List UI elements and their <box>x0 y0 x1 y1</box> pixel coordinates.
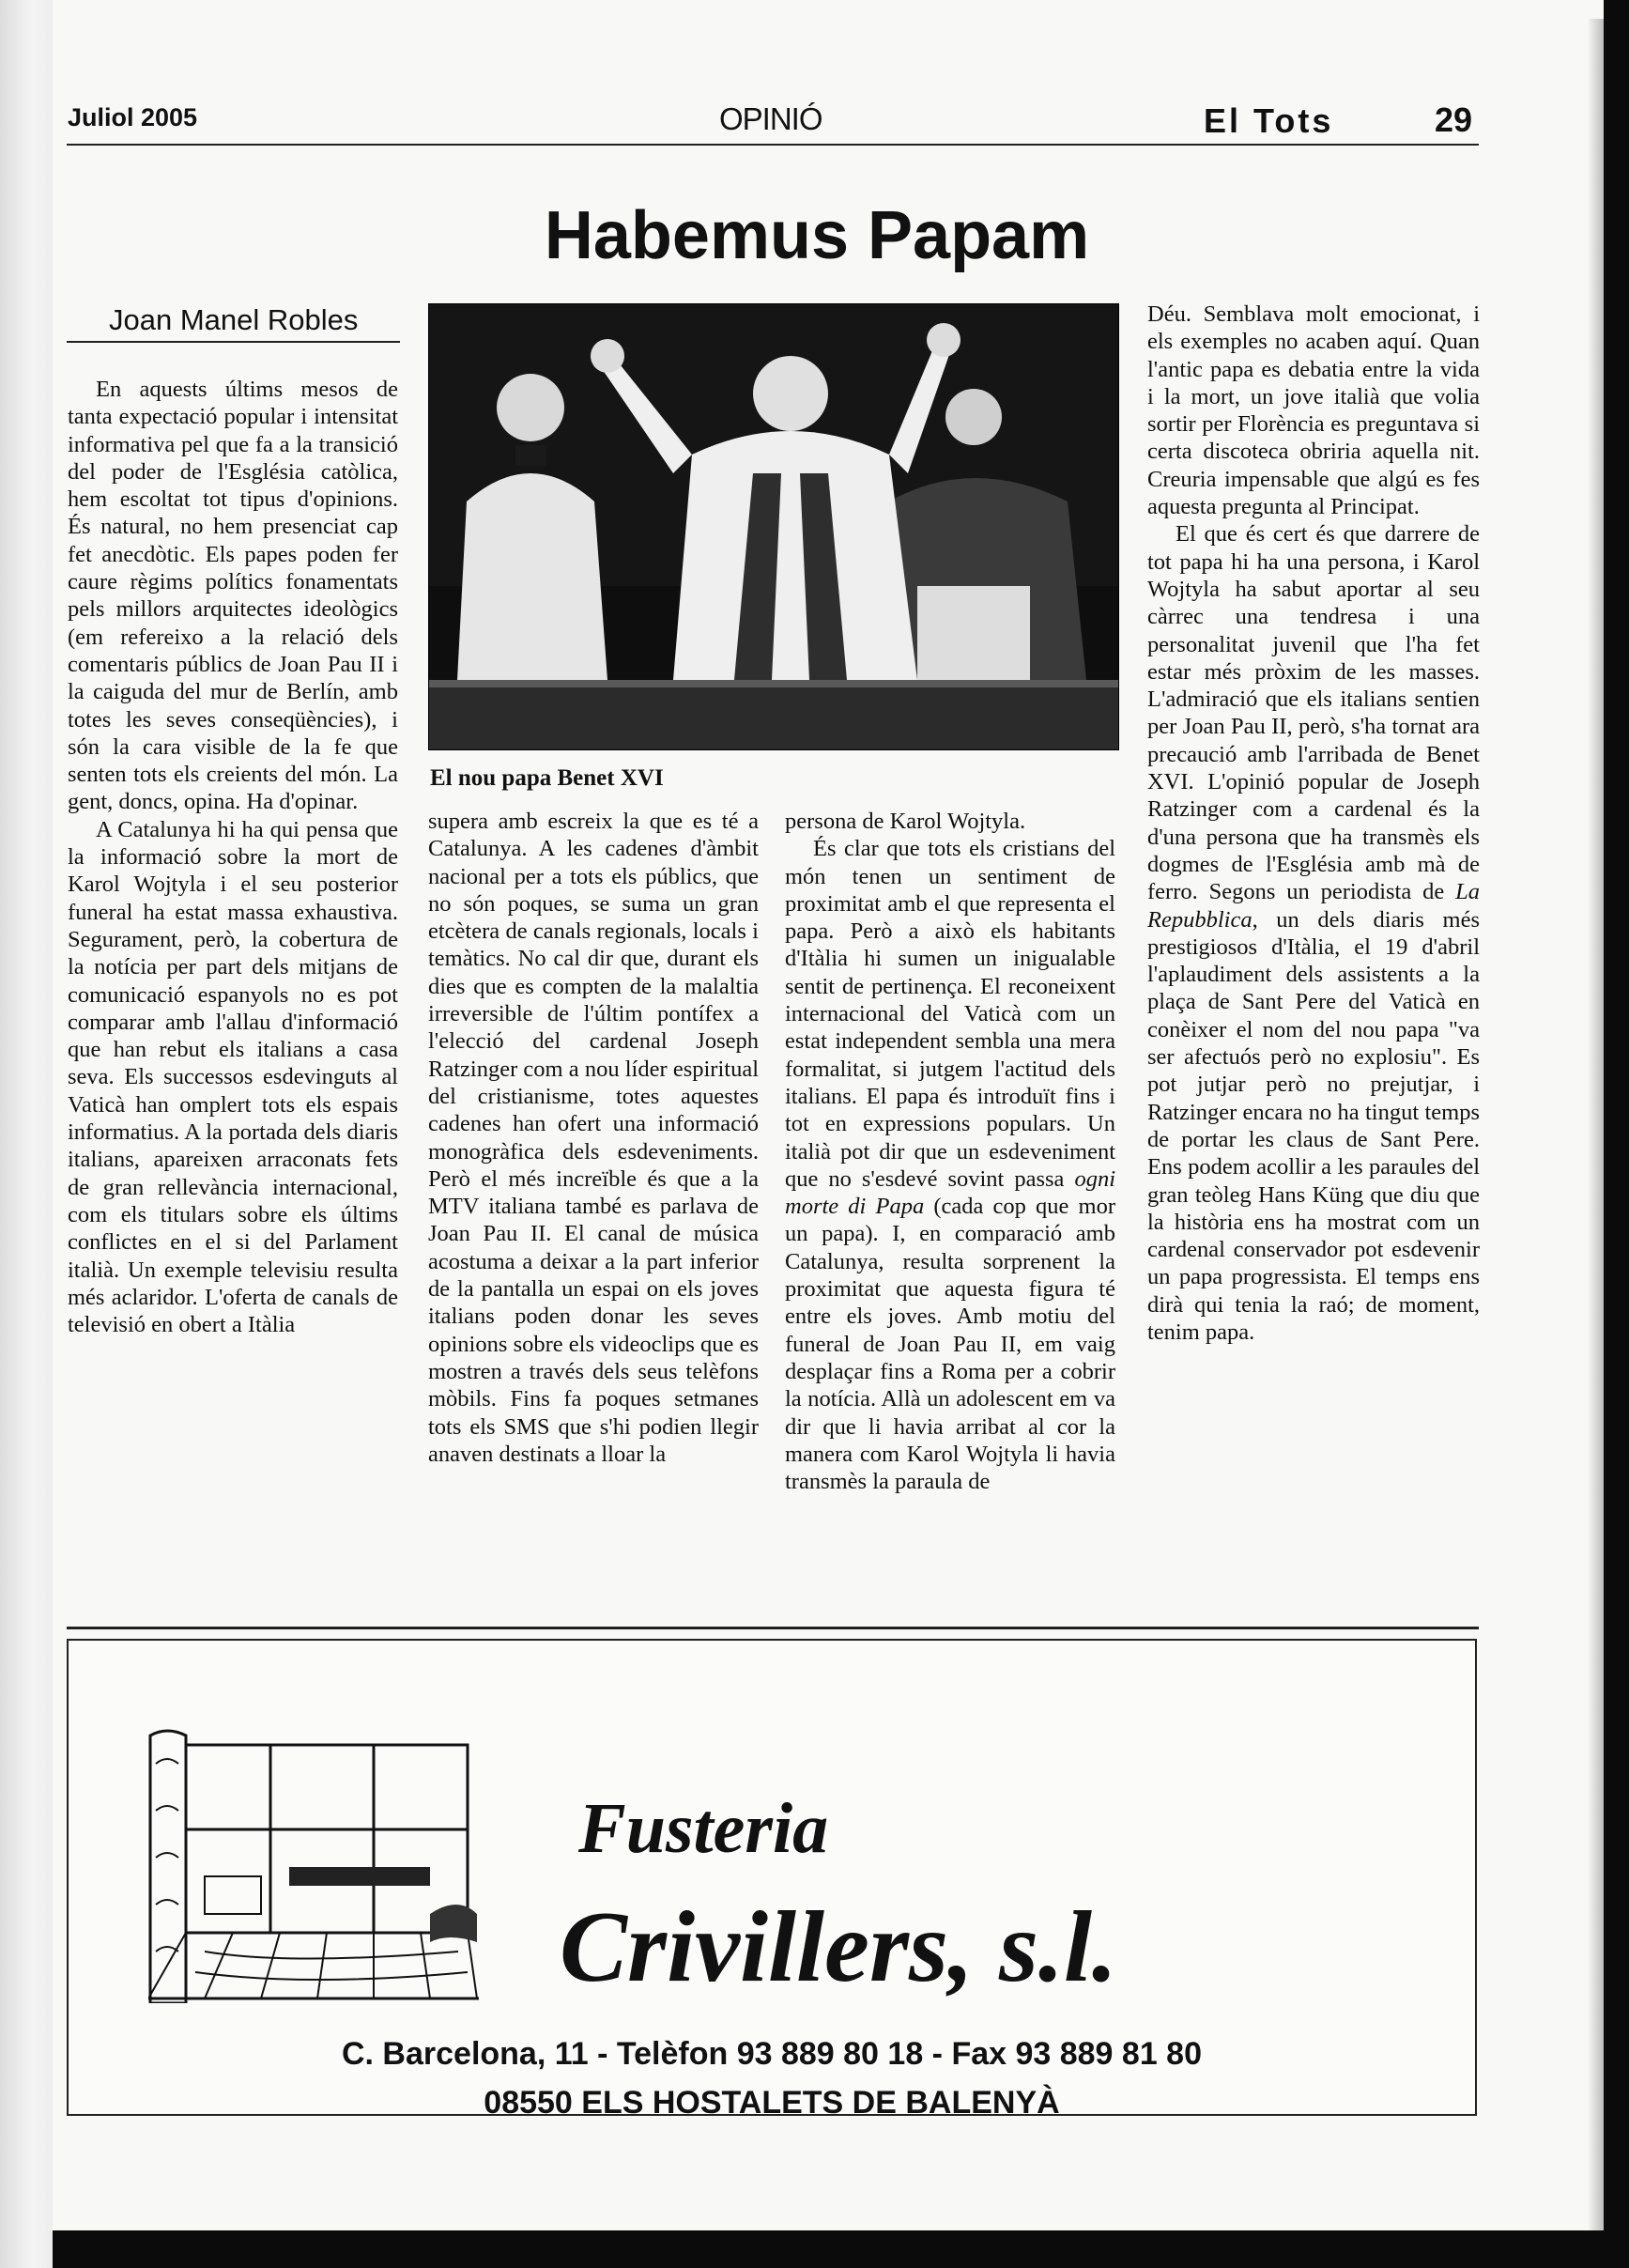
ad-company-name-line1: Fusteria <box>578 1789 829 1868</box>
byline-rule <box>67 341 400 343</box>
italic-phrase: ogni morte di Papa <box>785 1165 1115 1220</box>
ad-address-phone: C. Barcelona, 11 - Telèfon 93 889 80 18 - Fax 93 889 81 80 <box>341 2036 1202 2072</box>
text-run: , un dels diaris més prestigiosos d'Itàlia, el 19 d'abril l'aplaudiment dels assistents a la plaça de Sant Pere del Vaticà en conèixer el nom del nou papa "va ser afectuós però no explosiu". Es pot jutjar però no prejutjar, i Ratzinger encara no ha tingut temps de portar les claus de Sant Pere. Ens podem acollir a les paraules del gran teòleg Hans Küng que diu que la història ens ha mostrat com un cardenal conservador pot esdevenir un papa progressista. El temps ens dirà qui tenia la raó; de moment, tenim papa. <box>1147 906 1480 1345</box>
article-bottom-rule <box>67 1627 1479 1629</box>
page-spine <box>0 0 53 2268</box>
paragraph: supera amb escreix la que es té a Catalunya. A les cadenes d'àmbit nacional per a tots els públics, que no són poques, se suma un gran etcètera de canals regionals, locals i temàtics. No cal dir que, durant els dies que es compten de la malaltia irreversible de l'últim pontífex a l'elecció del cardenal Joseph Ratzinger com a nou líder espiritual del cristianisme, totes aquestes cadenes han ofert una informació monogràfica dels esdeveniments. Però el més increïble és que a la MTV italiana també es parlava de Joan Pau II. El canal de música acostuma a deixar a la part inferior de la pantalla un espai on els joves italians poden donar les seves opinions sobre els videoclips que es mostren a través dels seus telèfons mòbils. Fins fa poques setmanes tots els SMS que s'hi podien llegir anaven destinats a lloar la <box>428 809 759 1467</box>
text-run: El que és cert és que darrere de tot papa hi ha una persona, i Karol Wojtyla ha sabut aportar al seu càrrec una tendresa i una personalitat juvenil que l'ha fet estar més pròxim de les masses. L'admiració que els italians sentien per Joan Pau II, però, s'ha tornat ara precaució amb l'arribada de Benet XVI. L'opinió popular de Joseph Ratzinger com a cardenal és la d'una persona que ha transmès els dogmes de l'Església amb mà de ferro. Segons un periodista de <box>1147 521 1480 905</box>
paragraph: Déu. Semblava molt emocionat, i els exemples no acaben aquí. Quan l'antic papa es debatia entre la vida i la mort, un jove italià que volia sortir per Florència es preguntava si certa discoteca obriria aquella nit. Creuria impensable que algú es fes aquesta pregunta al Principat. <box>1147 301 1480 520</box>
ad-city: 08550 ELS HOSTALETS DE BALENYÀ <box>484 2085 1060 2121</box>
article-title: Habemus Papam <box>544 198 1090 273</box>
issue-date: Juliol 2005 <box>68 103 198 131</box>
paragraph: persona de Karol Wojtyla. <box>785 809 1026 834</box>
magazine-name: El Tots <box>1204 101 1334 140</box>
article-photo <box>428 303 1119 750</box>
paragraph <box>785 835 1115 1495</box>
article-author: Joan Manel Robles <box>109 303 359 336</box>
carpentry-workshop-illustration <box>148 1726 479 2003</box>
paragraph: En aquests últims mesos de tanta expectació popular i intensitat informativa pel que fa a la transició del poder de l'Església catòlica, hem escoltat tot tipus d'opinions. És natural, no hem presenciat cap fet anecdòtic. Els papes poden fer caure règims polítics fonamentats pels millors arquitectes ideològics (em refereixo a la relació dels comentaris públics de Joan Pau II i la caiguda del mur de Berlín, amb totes les seves conseqüències), i són la cara visible de la fe que senten tots els creients del món. La gent, doncs, opina. Ha d'opinar. <box>68 377 398 815</box>
article-column-2 <box>428 808 759 1468</box>
text-run: És clar que tots els cristians del món tenen un sentiment de proximitat amb el que representa el papa. Però a això els habitants d'Itàlia hi sumen un inigualable sentit de pertinença. El reconeixent internacional del Vaticà com un estat independent sembla una mera formalitat, si jutgem l'actitud dels italians. El papa és introduït fins i tot en expressions populars. Un italià pot dir que un esdeveniment que no s'esdevé sovint passa <box>785 836 1115 1192</box>
text-run: (cada cop que mor un papa). I, en comparació amb Catalunya, resulta sorprenent la proximitat que aquesta figura té entre els joves. Amb motiu del funeral de Joan Pau II, em vaig desplaçar fins a Roma per a cobrir la notícia. Allà un adolescent em va dir que li havia arribat al cor la manera com Karol Wojtyla li havia transmès la paraula de <box>785 1194 1115 1495</box>
newspaper-name: La Repubblica <box>1147 879 1480 933</box>
page-number: 29 <box>1435 100 1473 139</box>
balcony-photo-illustration <box>429 304 1118 749</box>
paragraph <box>1147 520 1480 1346</box>
ad-company-name-line2: Crivillers, s.l. <box>560 1891 1118 2003</box>
article-column-4 <box>1147 301 1480 1346</box>
header-rule <box>67 144 1479 146</box>
photo-caption: El nou papa Benet XVI <box>430 765 664 791</box>
section-name: OPINIÓ <box>719 101 822 136</box>
page-edge <box>1589 19 1604 2230</box>
article-column-1 <box>68 376 398 1338</box>
paragraph: A Catalunya hi ha qui pensa que la informació sobre la mort de Karol Wojtyla i el seu posterior funeral ha estat massa exhaustiva. Segurament, però, la cobertura de la notícia per part dels mitjans de comunicació espanyols no es pot comparar amb l'allau d'informació que han rebut els italians a casa seva. Els successos esdevinguts al Vaticà han omplert tots els espais informatius. A la portada dels diaris italians, apareixen arraconats fets de gran rellevància internacional, com els titulars sobre els últims conflictes en el si del Parlament italià. Un exemple televisiu resulta més aclaridor. L'oferta de canals de televisió en obert a Itàlia <box>68 816 398 1338</box>
article-column-3 <box>785 808 1115 1495</box>
